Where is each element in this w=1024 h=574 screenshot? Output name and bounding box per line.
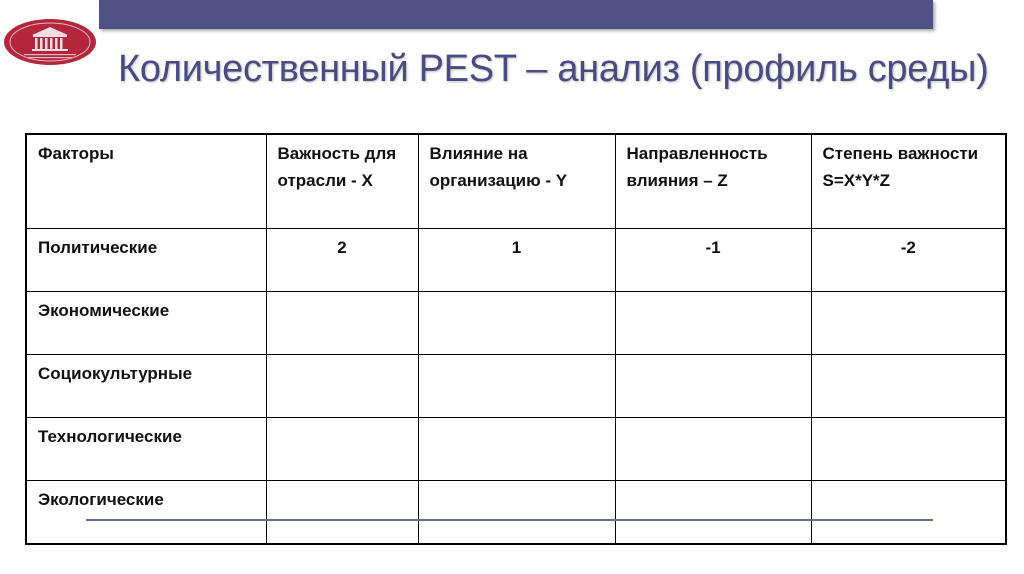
- z-cell: -1: [615, 229, 811, 292]
- factor-cell: Экономические: [26, 292, 266, 355]
- s-cell: [811, 292, 1006, 355]
- table-row: [26, 229, 1006, 292]
- z-cell: [615, 481, 811, 545]
- z-cell: [615, 418, 811, 481]
- x-cell: [266, 481, 418, 545]
- header-degree-s: Степень важности S=X*Y*Z: [811, 134, 1006, 229]
- table-row: [26, 418, 1006, 481]
- factor-cell: Политические: [26, 229, 266, 292]
- x-cell: [266, 355, 418, 418]
- z-cell: [615, 355, 811, 418]
- bottom-divider: [86, 519, 933, 521]
- y-cell: [418, 418, 615, 481]
- university-logo-icon: [2, 17, 98, 67]
- header-influence-y: Влияние на организацию - Y: [418, 134, 615, 229]
- s-cell: -2: [811, 229, 1006, 292]
- header-direction-z: Направленность влияния – Z: [615, 134, 811, 229]
- table-row: [26, 355, 1006, 418]
- top-banner-bar: [99, 0, 933, 29]
- x-cell: [266, 292, 418, 355]
- pest-table: [25, 133, 1007, 545]
- z-cell: [615, 292, 811, 355]
- header-importance-x: Важность для отрасли - X: [266, 134, 418, 229]
- y-cell: [418, 355, 615, 418]
- page-title: Количественный PEST – анализ (профиль среды): [118, 48, 989, 90]
- y-cell: [418, 292, 615, 355]
- s-cell: [811, 355, 1006, 418]
- table-row: [26, 292, 1006, 355]
- factor-cell: Экологические: [26, 481, 266, 545]
- factor-cell: Технологические: [26, 418, 266, 481]
- table-row: [26, 481, 1006, 545]
- s-cell: [811, 418, 1006, 481]
- x-cell: [266, 418, 418, 481]
- x-cell: 2: [266, 229, 418, 292]
- factor-cell: Социокультурные: [26, 355, 266, 418]
- y-cell: [418, 481, 615, 545]
- header-factors: Факторы: [26, 134, 266, 229]
- s-cell: [811, 481, 1006, 545]
- y-cell: 1: [418, 229, 615, 292]
- table-header-row: [26, 134, 1006, 229]
